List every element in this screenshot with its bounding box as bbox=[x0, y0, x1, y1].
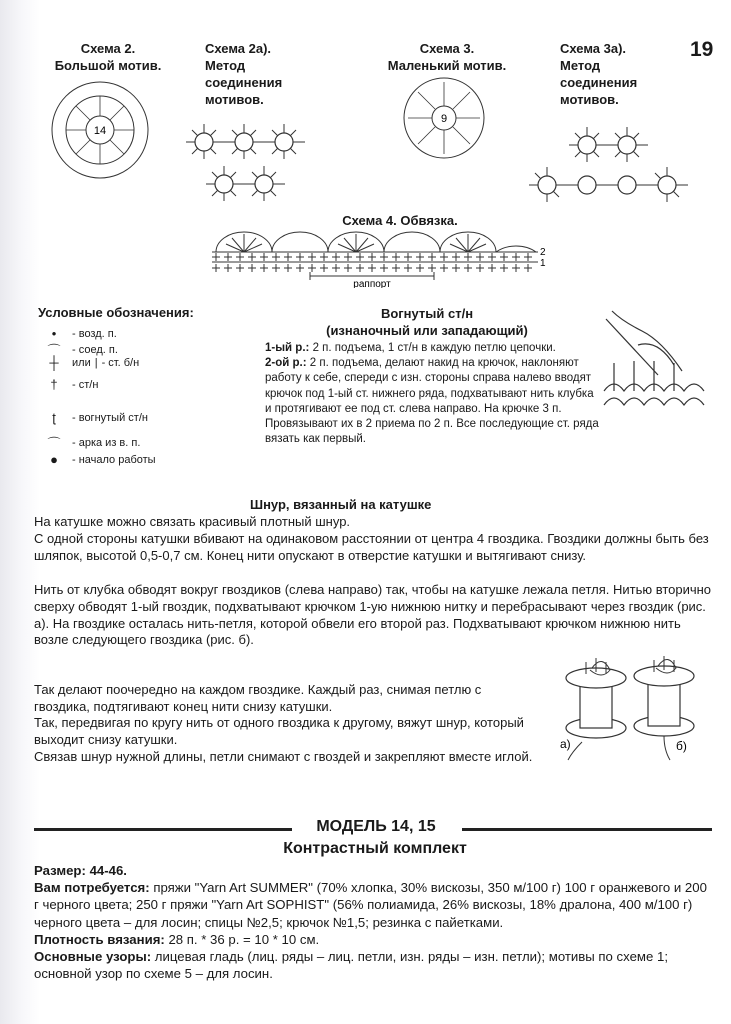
legend-start: ● - начало работы bbox=[40, 452, 156, 467]
chain-arch-icon: ⌒ bbox=[47, 436, 61, 451]
legend-title: Условные обозначения: bbox=[38, 305, 194, 320]
scheme-3a-title: Схема 3а). Метод соединения мотивов. bbox=[560, 41, 638, 107]
model-rule-right bbox=[462, 828, 712, 831]
model-heading: МОДЕЛЬ 14, 15 bbox=[316, 818, 436, 835]
scheme-4-row-1: 1 bbox=[540, 258, 546, 269]
spool-figure-b-label: б) bbox=[676, 739, 687, 753]
scheme-4-row-2: 2 bbox=[540, 247, 546, 258]
legend-concave-double-crochet: ʈ - вогнутый ст/н bbox=[40, 410, 148, 425]
cord-paragraph-3: Нить от клубка обводят вокруг гвоздиков (слева направо) так, чтобы на катушке лежала петля. Нитью вторично сверху обводят 1-ый гвоздик, подхватывают крючком 1-ую нижнюю нитку и перебрасывают через гвоздик (рис. а). На гвоздике осталась нить-петля, которой обвели его второй раз. Подхватывают крючком нижнюю нить возле следующего гвоздика (рис. б). bbox=[34, 582, 712, 648]
spool-figure-a-label: а) bbox=[560, 737, 571, 751]
double-crochet-icon: † bbox=[50, 377, 58, 392]
spool-illustrations bbox=[552, 648, 712, 768]
scheme-2a-connection-diagram bbox=[182, 120, 342, 206]
concave-double-crochet-icon: ʈ bbox=[52, 410, 56, 425]
cord-paragraph-2: С одной стороны катушки вбивают на одинаковом расстоянии от центра 4 гвоздика. Гвоздики должны быть без шляпок, высотой 0,5-0,7 см. Конец нити опускают в отверстие катушки и вытягивают снизу. bbox=[34, 531, 709, 563]
scheme-3-title: Схема 3. Маленький мотив. bbox=[387, 41, 507, 73]
scheme-2-title: Схема 2. Большой мотив. bbox=[54, 41, 162, 73]
scheme-3-center-number: 9 bbox=[440, 113, 448, 125]
scheme-3-motif-diagram bbox=[398, 76, 490, 160]
single-crochet-icon: ┼ bbox=[49, 355, 59, 370]
legend-chain-arch: ⌒ - арка из в. п. bbox=[40, 433, 140, 452]
scheme-2-motif-diagram bbox=[40, 78, 160, 182]
scheme-4-title: Схема 4. Обвязка. bbox=[342, 213, 458, 228]
cord-paragraph-6: Связав шнур нужной длины, петли снимают с гвоздей и закрепляют вместе иглой. bbox=[34, 749, 533, 764]
scheme-3a-connection-diagram bbox=[525, 125, 705, 205]
cord-title: Шнур, вязанный на катушке bbox=[250, 497, 432, 512]
legend-chain-stitch: • - возд. п. bbox=[40, 326, 117, 341]
model-details: Размер: 44-46. Вам потребуется: пряжи "Yarn Art SUMMER" (70% хлопка, 30% вискозы, 350 м/100 г) 100 г оранжевого и 200 г черного цвета; 250 г пряжи "Yarn Art SOPHIST" (56% полиамида, 26% вискозы, 18% дралона, 400 м/100 г) черного цвета – для лосин; спицы №2,5; крючок №1,5; резинка с пайетками. Плотность вязания: 28 п. * 36 р. = 10 * 10 см. Основные узоры: лицевая гладь (лиц. ряды – лиц. петли, изн. ряды – изн. петли); мотивы по схеме 1; основной узор по схеме 5 – для лосин. bbox=[34, 863, 707, 982]
scheme-2a-title: Схема 2а). Метод соединения мотивов. bbox=[205, 41, 283, 107]
concave-title: Вогнутый ст/н (изнаночный или западающий) bbox=[326, 306, 528, 338]
single-crochet-alt-icon: | bbox=[94, 356, 98, 369]
page-number: 19 bbox=[690, 38, 714, 61]
cord-paragraph-1: На катушке можно связать красивый плотный шнур. bbox=[34, 514, 351, 529]
model-subheading: Контрастный комплект bbox=[283, 840, 467, 857]
legend-slip-stitch: ⌒ - соед. п. bbox=[40, 340, 118, 359]
concave-stitch-illustration bbox=[598, 305, 713, 425]
chain-stitch-icon: • bbox=[51, 326, 57, 341]
slip-stitch-icon: ⌒ bbox=[47, 343, 61, 358]
scheme-2-center-number: 14 bbox=[93, 125, 107, 137]
scheme-4-rapport-label: раппорт bbox=[353, 279, 391, 288]
cord-paragraph-4: Так делают поочередно на каждом гвоздике. Каждый раз, снимая петлю с гвоздика, подтягивают конец нити снизу катушки. bbox=[34, 682, 482, 714]
scheme-4-edging-diagram bbox=[212, 228, 552, 288]
cord-paragraph-5: Так, передвигая по кругу нить от одного гвоздика к другому, вяжут шнур, который выходит снизу катушки. bbox=[34, 715, 524, 747]
start-dot-icon: ● bbox=[50, 452, 58, 467]
legend-single-crochet: ┼ или | - ст. б/н bbox=[40, 355, 139, 370]
concave-instructions: 1-ый р.: 2 п. подъема, 1 ст/н в каждую петлю цепочки. 2-ой р.: 2 п. подъема, делают накид на крючок, наклоняют работу к себе, спереди с изн. стороны справа налево вводят крючок под 1-ый ст. нижнего ряда, подхватывают нить клубка и протягивают ее под ст. слева направо. На крючке 3 п. Провязывают их в 2 приема по 2 п. Все последующие ст. ряда вязать как первый. bbox=[265, 342, 599, 446]
legend-double-crochet: † - ст/н bbox=[40, 377, 98, 392]
model-rule-left bbox=[34, 828, 292, 831]
